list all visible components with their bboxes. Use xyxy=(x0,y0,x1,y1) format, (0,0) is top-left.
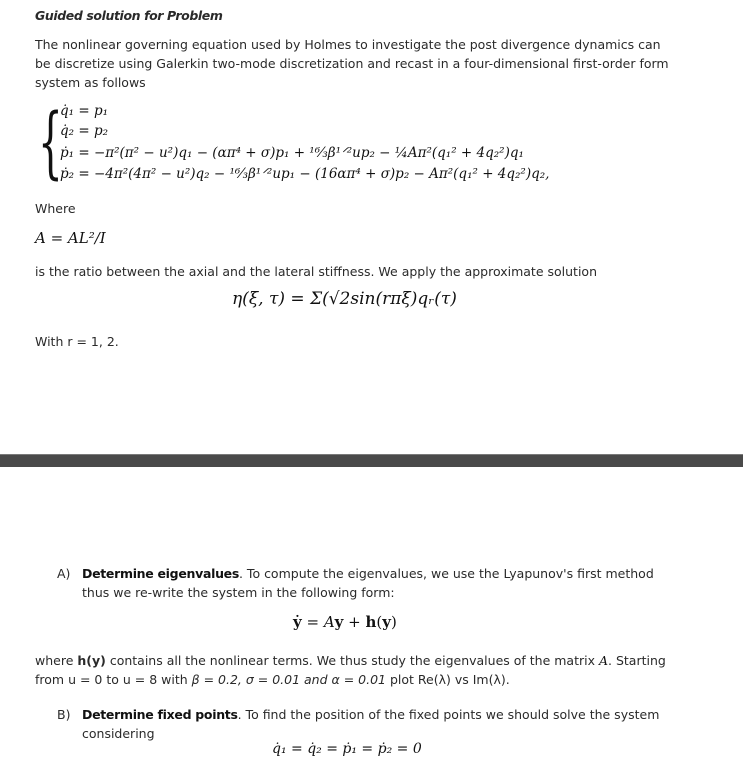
plus-sign: + xyxy=(343,613,366,631)
part-a-paragraph xyxy=(82,564,672,602)
left-brace: { xyxy=(38,98,63,188)
governing-system xyxy=(38,98,558,188)
equation-q2: q̇₂ = p₂ xyxy=(60,123,109,139)
equals-sign: = xyxy=(301,613,324,631)
y-argument-symbol: y xyxy=(382,613,391,631)
y-vector-symbol: y xyxy=(334,613,344,631)
where-h-text-2: contains all the nonlinear terms. We thus study the eigenvalues of the matrix xyxy=(105,653,599,668)
state-space-equation xyxy=(293,613,397,632)
page-title: Guided solution for Problem xyxy=(35,8,223,23)
ydot-symbol: ẏ xyxy=(293,613,302,631)
where-label: Where xyxy=(35,201,76,216)
part-a-text: . To compute the eigenvalues, we use the Lyapunov's first method thus we re-write the system in the following form: xyxy=(82,566,654,600)
fixed-point-equation: q̇₁ = q̇₂ = ṗ₁ = ṗ₂ = 0 xyxy=(272,741,422,757)
intro-paragraph: The nonlinear governing equation used by Holmes to investigate the post divergence dynamics can be discretize using Galerkin two-mode discretization and recast in a four-dimensional first-order form system as follows xyxy=(35,37,669,90)
where-h-text-4: plot Re(λ) vs Im(λ). xyxy=(385,672,510,687)
matrix-a-symbol: A xyxy=(323,613,335,631)
where-h-text-3: . Starting from u = 0 to u = 8 with xyxy=(35,653,666,687)
part-a-marker: A) xyxy=(57,566,71,581)
parameter-values: β = 0.2, σ = 0.01 and α = 0.01 xyxy=(191,672,386,687)
part-b-text: . To find the position of the fixed points we should solve the system considering xyxy=(82,707,660,741)
approximate-solution-equation: η(ξ, τ) = Σ(√2sin(rπξ)qᵣ(τ) xyxy=(232,289,457,309)
part-b-marker: B) xyxy=(57,707,71,722)
h-function-symbol: h xyxy=(365,613,377,631)
equation-p1: ṗ₁ = −π²(π² − u²)q₁ − (απ⁴ + σ)p₁ + ¹⁶⁄₃β¹ᐟ²up₂ − ¼Aπ²(q₁² + 4q₂²)q₁ xyxy=(60,145,524,161)
with-r-text: With r = 1, 2. xyxy=(35,334,119,349)
where-h-text-1: where xyxy=(35,653,78,668)
equation-p2: ṗ₂ = −4π²(4π² − u²)q₂ − ¹⁶⁄₃β¹ᐟ²up₁ − (16απ⁴ + σ)p₂ − Aπ²(q₁² + 4q₂²)q₂, xyxy=(60,166,550,182)
page-divider xyxy=(0,454,743,467)
stiffness-ratio-equation: A = AL²/I xyxy=(35,229,106,247)
open-paren: ( xyxy=(376,613,383,631)
part-b-heading: Determine fixed points xyxy=(82,707,238,722)
hy-symbol: h(y) xyxy=(77,653,106,668)
nonlinear-terms-paragraph xyxy=(35,651,675,689)
equation-q1: q̇₁ = p₁ xyxy=(60,103,109,119)
part-b-paragraph xyxy=(82,705,672,743)
matrix-a-inline: A xyxy=(598,653,609,668)
ratio-text: is the ratio between the axial and the lateral stiffness. We apply the approximate solution xyxy=(35,264,597,279)
close-paren: ) xyxy=(390,613,397,631)
part-a-heading: Determine eigenvalues xyxy=(82,566,239,581)
